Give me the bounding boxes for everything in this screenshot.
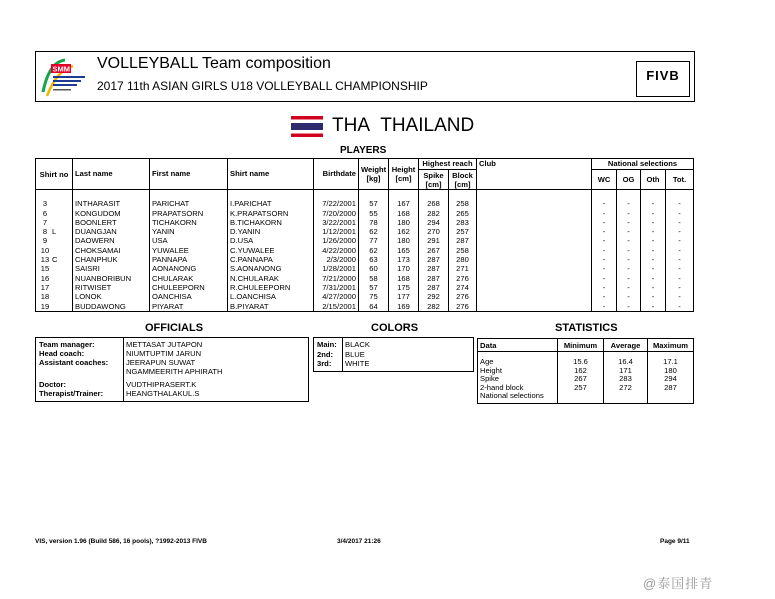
third-color-value: WHITE [345, 359, 370, 368]
col-header-last-name: Last name [73, 159, 150, 190]
oth: - [641, 283, 666, 292]
wc: - [592, 255, 617, 264]
main-color-value: BLACK [345, 340, 370, 349]
tot: - [666, 199, 694, 208]
weight: 64 [359, 302, 389, 312]
og: - [617, 227, 641, 236]
block: 274 [449, 283, 477, 292]
championship-name: 2017 11th ASIAN GIRLS U18 VOLLEYBALL CHAMPIONSHIP [97, 79, 428, 93]
main-color-label: Main: [317, 340, 337, 349]
head-coach-value: NIUMTUPTIM JARUN [126, 349, 202, 358]
fivb-logo [636, 61, 690, 97]
col-header-block: Block [cm] [449, 170, 477, 190]
footer-version: VIS, version 1.96 (Build 586, 16 pools), ?1992-2013 FIVB [35, 538, 207, 545]
height: 168 [389, 274, 419, 283]
first-name: USA [150, 236, 228, 245]
head-coach-label: Head coach: [39, 349, 85, 358]
og: - [617, 199, 641, 208]
og: - [617, 236, 641, 245]
table-row [36, 218, 694, 227]
spike: 287 [419, 283, 449, 292]
col-header-national-selections: National selections [592, 159, 694, 170]
tot: - [666, 227, 694, 236]
og: - [617, 292, 641, 301]
height: 165 [389, 246, 419, 255]
stat-min [558, 392, 604, 403]
tot: - [666, 292, 694, 301]
oth: - [641, 264, 666, 273]
first-name: YANIN [150, 227, 228, 236]
wc: - [592, 199, 617, 208]
team-heading [332, 115, 474, 137]
stat-col-minimum: Minimum [558, 339, 604, 352]
tot: - [666, 246, 694, 255]
shirt-name: B.TICHAKORN [228, 218, 314, 227]
shirt-no: 13 [40, 255, 50, 265]
shirt-no: 7 [42, 217, 48, 227]
second-color-value: BLUE [345, 350, 365, 359]
col-header-tot: Tot. [666, 170, 694, 190]
weight: 55 [359, 209, 389, 218]
first-name: PANNAPA [150, 255, 228, 264]
players-table [35, 158, 694, 312]
spike: 292 [419, 292, 449, 301]
weight: 58 [359, 274, 389, 283]
height: 167 [389, 199, 419, 208]
tot: - [666, 302, 694, 312]
stat-row [478, 392, 694, 403]
shirt-name: N.CHULARAK [228, 274, 314, 283]
stat-col-maximum: Maximum [648, 339, 694, 352]
block: 265 [449, 209, 477, 218]
weight: 57 [359, 283, 389, 292]
shirt-no: 15 [40, 264, 50, 274]
player-role: L [52, 227, 57, 237]
wc: - [592, 283, 617, 292]
oth: - [641, 302, 666, 312]
oth: - [641, 218, 666, 227]
stat-min: 162 [558, 367, 604, 376]
tot: - [666, 209, 694, 218]
col-header-height: Height [cm] [389, 159, 419, 190]
first-name: CHULEEPORN [150, 283, 228, 292]
spike: 287 [419, 274, 449, 283]
player-role: C [52, 255, 58, 265]
club [477, 274, 592, 283]
wc: - [592, 246, 617, 255]
stat-avg: 283 [604, 375, 648, 384]
fivb-logo-text: FIVB [646, 68, 680, 83]
spike: 291 [419, 236, 449, 245]
colors-box [313, 337, 474, 372]
birthdate: 7/31/2001 [314, 283, 359, 292]
table-row [36, 255, 694, 264]
stat-label: Spike [478, 375, 558, 384]
shirt-no: 10 [40, 245, 50, 255]
tot: - [666, 236, 694, 245]
last-name: BUDDAWONG [73, 302, 150, 312]
col-header-club: Club [477, 159, 592, 190]
team-manager-value: METTASAT JUTAPON [126, 340, 203, 349]
spike: 282 [419, 209, 449, 218]
oth: - [641, 209, 666, 218]
stat-max: 17.1 [648, 352, 694, 367]
col-header-highest-reach: Highest reach [419, 159, 477, 170]
spike: 287 [419, 255, 449, 264]
last-name: CHANPHUK [73, 255, 150, 264]
club [477, 199, 592, 208]
officials-box [35, 337, 309, 402]
oth: - [641, 227, 666, 236]
stat-max: 287 [648, 384, 694, 393]
stat-avg: 16.4 [604, 352, 648, 367]
club [477, 283, 592, 292]
club [477, 292, 592, 301]
table-row [36, 227, 694, 236]
og: - [617, 302, 641, 312]
height: 169 [389, 302, 419, 312]
stat-max [648, 392, 694, 403]
players-section-title: PLAYERS [340, 145, 387, 156]
col-header-oth: Oth [641, 170, 666, 190]
birthdate: 1/12/2001 [314, 227, 359, 236]
first-name: PRAPATSORN [150, 209, 228, 218]
birthdate: 2/15/2001 [314, 302, 359, 312]
document-title: VOLLEYBALL Team composition [97, 55, 331, 72]
table-row [36, 199, 694, 208]
table-row [36, 292, 694, 301]
shirt-no: 17 [40, 282, 50, 292]
stat-max: 294 [648, 375, 694, 384]
last-name: DUANGJAN [73, 227, 150, 236]
shirt-name: B.PIYARAT [228, 302, 314, 312]
first-name: AONANONG [150, 264, 228, 273]
club [477, 218, 592, 227]
last-name: DAOWERN [73, 236, 150, 245]
shirt-no: 16 [40, 273, 50, 283]
tot: - [666, 255, 694, 264]
shirt-name: R.CHULEEPORN [228, 283, 314, 292]
og: - [617, 274, 641, 283]
shirt-name: S.AONANONG [228, 264, 314, 273]
colors-section-title: COLORS [371, 322, 419, 334]
last-name: CHOKSAMAI [73, 246, 150, 255]
first-name: CHULARAK [150, 274, 228, 283]
spike: 287 [419, 264, 449, 273]
last-name: INTHARASIT [73, 199, 150, 208]
shirt-no: 18 [40, 292, 50, 302]
birthdate: 4/22/2000 [314, 246, 359, 255]
stat-min: 15.6 [558, 352, 604, 367]
first-name: PIYARAT [150, 302, 228, 312]
birthdate: 2/3/2000 [314, 255, 359, 264]
wc: - [592, 302, 617, 312]
assistant-coaches-label: Assistant coaches: [39, 358, 109, 367]
last-name: KONGUDOM [73, 209, 150, 218]
doctor-value: VUDTHIPRASERT.K [126, 380, 197, 389]
weight: 77 [359, 236, 389, 245]
weight: 57 [359, 199, 389, 208]
last-name: BOONLERT [73, 218, 150, 227]
weight: 78 [359, 218, 389, 227]
height: 162 [389, 227, 419, 236]
oth: - [641, 255, 666, 264]
height: 168 [389, 209, 419, 218]
footer-datetime: 3/4/2017 21:26 [337, 538, 381, 545]
table-row [36, 246, 694, 255]
oth: - [641, 246, 666, 255]
birthdate: 7/21/2000 [314, 274, 359, 283]
stat-col-data: Data [478, 339, 558, 352]
tot: - [666, 274, 694, 283]
stat-min: 257 [558, 384, 604, 393]
stat-max: 180 [648, 367, 694, 376]
shirt-name: C.PANNAPA [228, 255, 314, 264]
col-header-wc: WC [592, 170, 617, 190]
birthdate: 4/27/2000 [314, 292, 359, 301]
block: 257 [449, 227, 477, 236]
block: 287 [449, 236, 477, 245]
table-row [36, 236, 694, 245]
second-color-label: 2nd: [317, 350, 334, 359]
championship-logo [39, 56, 91, 100]
weight: 75 [359, 292, 389, 301]
col-header-weight: Weight [kg] [359, 159, 389, 190]
table-row [36, 264, 694, 273]
thailand-flag-icon [291, 116, 323, 137]
shirt-name: K.PRAPATSORN [228, 209, 314, 218]
wc: - [592, 227, 617, 236]
birthdate: 7/20/2000 [314, 209, 359, 218]
col-header-birthdate: Birthdate [314, 159, 359, 190]
col-header-spike: Spike [cm] [419, 170, 449, 190]
table-row [36, 209, 694, 218]
club [477, 255, 592, 264]
therapist-value: HEANGTHALAKUL.S [126, 389, 200, 398]
block: 276 [449, 274, 477, 283]
last-name: NUANBORIBUN [73, 274, 150, 283]
team-code: THA [332, 115, 370, 136]
col-header-shirt-no: Shirt no [36, 159, 73, 190]
colors-divider [342, 338, 343, 371]
statistics-table [477, 338, 694, 404]
stat-col-average: Average [604, 339, 648, 352]
shirt-no: 9 [42, 236, 48, 246]
club [477, 302, 592, 312]
height: 170 [389, 264, 419, 273]
shirt-name: L.OANCHISA [228, 292, 314, 301]
oth: - [641, 199, 666, 208]
oth: - [641, 292, 666, 301]
club [477, 236, 592, 245]
col-header-og: OG [617, 170, 641, 190]
first-name: TICHAKORN [150, 218, 228, 227]
height: 177 [389, 292, 419, 301]
height: 180 [389, 236, 419, 245]
club [477, 264, 592, 273]
team-manager-label: Team manager: [39, 340, 95, 349]
statistics-section-title: STATISTICS [555, 322, 618, 334]
oth: - [641, 274, 666, 283]
height: 173 [389, 255, 419, 264]
wc: - [592, 218, 617, 227]
spike: 282 [419, 302, 449, 312]
last-name: RITWISET [73, 283, 150, 292]
first-name: YUWALEE [150, 246, 228, 255]
col-header-shirt-name: Shirt name [228, 159, 314, 190]
weight: 62 [359, 246, 389, 255]
wc: - [592, 236, 617, 245]
club [477, 227, 592, 236]
officials-divider [123, 338, 124, 401]
weight: 60 [359, 264, 389, 273]
assistant-coach-1: JEERAPUN SUWAT [126, 358, 196, 367]
last-name: LONOK [73, 292, 150, 301]
height: 180 [389, 218, 419, 227]
first-name: PARICHAT [150, 199, 228, 208]
weight: 62 [359, 227, 389, 236]
birthdate: 1/28/2001 [314, 264, 359, 273]
first-name: OANCHISA [150, 292, 228, 301]
shirt-no: 8 [42, 227, 48, 237]
birthdate: 3/22/2001 [314, 218, 359, 227]
wc: - [592, 264, 617, 273]
block: 271 [449, 264, 477, 273]
block: 258 [449, 199, 477, 208]
spike: 294 [419, 218, 449, 227]
shirt-name: D.USA [228, 236, 314, 245]
spike: 268 [419, 199, 449, 208]
og: - [617, 209, 641, 218]
og: - [617, 246, 641, 255]
stat-label: Height [478, 367, 558, 376]
doctor-label: Doctor: [39, 380, 66, 389]
birthdate: 1/26/2000 [314, 236, 359, 245]
block: 258 [449, 246, 477, 255]
officials-section-title: OFFICIALS [145, 322, 204, 334]
stat-label: National selections [478, 392, 558, 403]
oth: - [641, 236, 666, 245]
stat-label: 2-hand block [478, 384, 558, 393]
therapist-label: Therapist/Trainer: [39, 389, 104, 398]
footer-page: Page 9/11 [660, 538, 690, 545]
wc: - [592, 292, 617, 301]
shirt-no: 3 [42, 199, 48, 209]
weight: 63 [359, 255, 389, 264]
tot: - [666, 264, 694, 273]
watermark-text: @泰国排青 [643, 576, 714, 591]
block: 283 [449, 218, 477, 227]
stat-min: 267 [558, 375, 604, 384]
logo-text: SMM [52, 64, 70, 74]
shirt-no: 6 [42, 208, 48, 218]
tot: - [666, 283, 694, 292]
spike: 270 [419, 227, 449, 236]
team-name: THAILAND [380, 115, 475, 136]
wc: - [592, 274, 617, 283]
stat-row [478, 352, 694, 367]
stat-avg: 272 [604, 384, 648, 393]
spike: 267 [419, 246, 449, 255]
shirt-name: C.YUWALEE [228, 246, 314, 255]
og: - [617, 255, 641, 264]
wc: - [592, 209, 617, 218]
assistant-coach-2: NGAMMEERITH APHIRATH [126, 367, 223, 376]
og: - [617, 218, 641, 227]
height: 175 [389, 283, 419, 292]
table-row [36, 283, 694, 292]
stat-avg [604, 392, 648, 403]
stat-avg: 171 [604, 367, 648, 376]
og: - [617, 283, 641, 292]
club [477, 209, 592, 218]
stat-label: Age [478, 352, 558, 367]
table-row [36, 302, 694, 312]
col-header-first-name: First name [150, 159, 228, 190]
third-color-label: 3rd: [317, 359, 332, 368]
shirt-name: D.YANIN [228, 227, 314, 236]
block: 276 [449, 302, 477, 312]
og: - [617, 264, 641, 273]
tot: - [666, 218, 694, 227]
block: 276 [449, 292, 477, 301]
last-name: SAISRI [73, 264, 150, 273]
table-row [36, 274, 694, 283]
shirt-no: 19 [40, 301, 50, 311]
club [477, 246, 592, 255]
block: 280 [449, 255, 477, 264]
birthdate: 7/22/2001 [314, 199, 359, 208]
shirt-name: I.PARICHAT [228, 199, 314, 208]
